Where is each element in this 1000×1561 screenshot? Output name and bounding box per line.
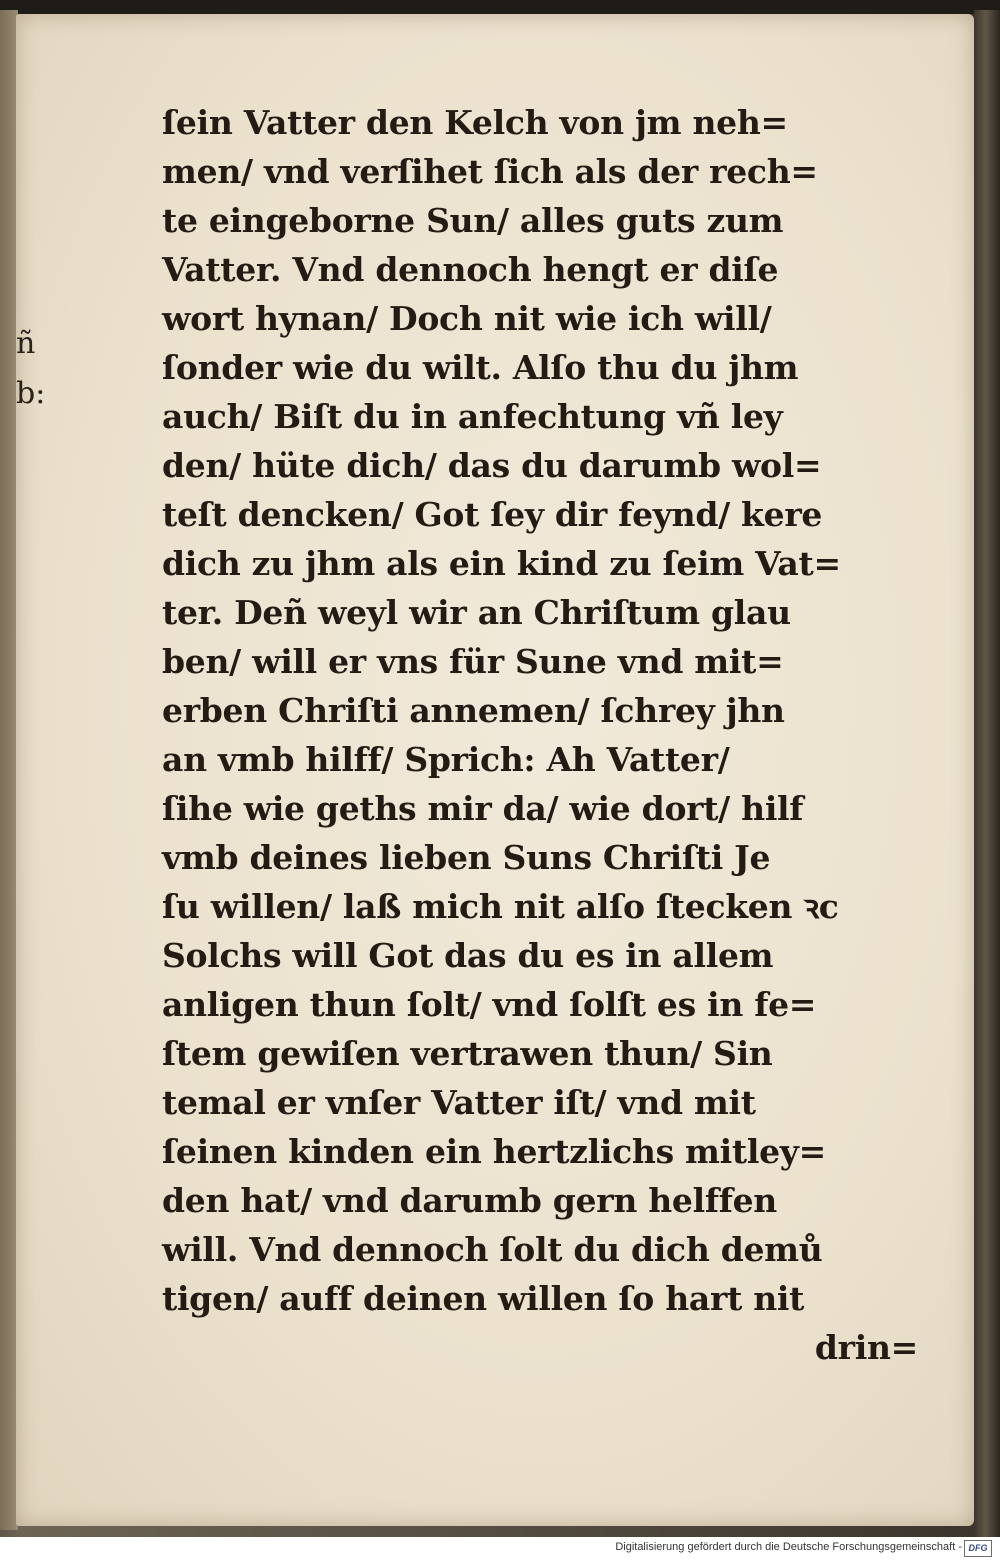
text-line: den hat/ vnd darumb gern helffen: [162, 1181, 777, 1220]
text-line: temal er vnſer Vatter iſt/ vnd mit: [162, 1083, 756, 1122]
funding-credit: Digitalisierung gefördert durch die Deutsche Forschungsgemeinschaft -: [615, 1541, 962, 1553]
scan-top-shadow: [0, 0, 1000, 14]
text-line: ſein Vatter den Kelch von jm neh=: [162, 103, 788, 142]
catchword: drin=: [814, 1328, 918, 1367]
text-line: ter. Deñ weyl wir an Chriſtum glau: [162, 593, 791, 632]
text-line: teſt dencken/ Got ſey dir feynd/ kere: [162, 495, 823, 534]
text-line: wort hynan/ Doch nit wie ich will/: [162, 299, 772, 338]
text-line: men/ vnd verſihet ſich als der rech=: [162, 152, 818, 191]
binding-right-edge: [974, 10, 1000, 1540]
text-line: ſeinen kinden ein hertzlichs mitley=: [162, 1132, 826, 1171]
text-line: ben/ will er vns für Sune vnd mit=: [162, 642, 784, 681]
text-line: te eingeborne Sun/ alles guts zum: [162, 201, 784, 240]
text-line: den/ hüte dich/ das du darumb wol=: [162, 446, 822, 485]
text-line: anligen thun ſolt/ vnd ſolſt es in fe=: [162, 985, 817, 1024]
text-line: an vmb hilff/ Sprich: Ah Vatter/: [162, 740, 730, 779]
text-line: auch/ Biſt du in anfechtung vñ ley: [162, 397, 783, 436]
page-text-block: [162, 98, 922, 1372]
text-line: tigen/ auff deinen willen ſo hart nit: [162, 1279, 805, 1318]
text-line: ſihe wie geths mir da/ wie dort/ hilf: [162, 789, 804, 828]
text-line: ſtem gewiſen vertrawen thun/ Sin: [162, 1034, 773, 1073]
margin-fragment-line: b:: [16, 376, 46, 411]
text-line: dich zu jhm als ein kind zu ſeim Vat=: [162, 544, 841, 583]
margin-fragment-line: ñ: [16, 326, 36, 361]
text-line: Solchs will Got das du es in allem: [162, 936, 774, 975]
text-line: erben Chriſti annemen/ ſchrey jhn: [162, 691, 785, 730]
text-line: ſu willen/ laß mich nit alſo ſtecken ꝛc: [162, 887, 839, 926]
dfg-logo: DFG: [964, 1540, 992, 1557]
text-line: will. Vnd dennoch ſolt du dich demů: [162, 1230, 823, 1269]
text-line: ſonder wie du wilt. Alſo thu du jhm: [162, 348, 799, 387]
text-line: vmb deines lieben Suns Chriſti Je: [162, 838, 771, 877]
margin-fragment: [16, 319, 46, 419]
text-line: Vatter. Vnd dennoch hengt er diſe: [162, 250, 779, 289]
